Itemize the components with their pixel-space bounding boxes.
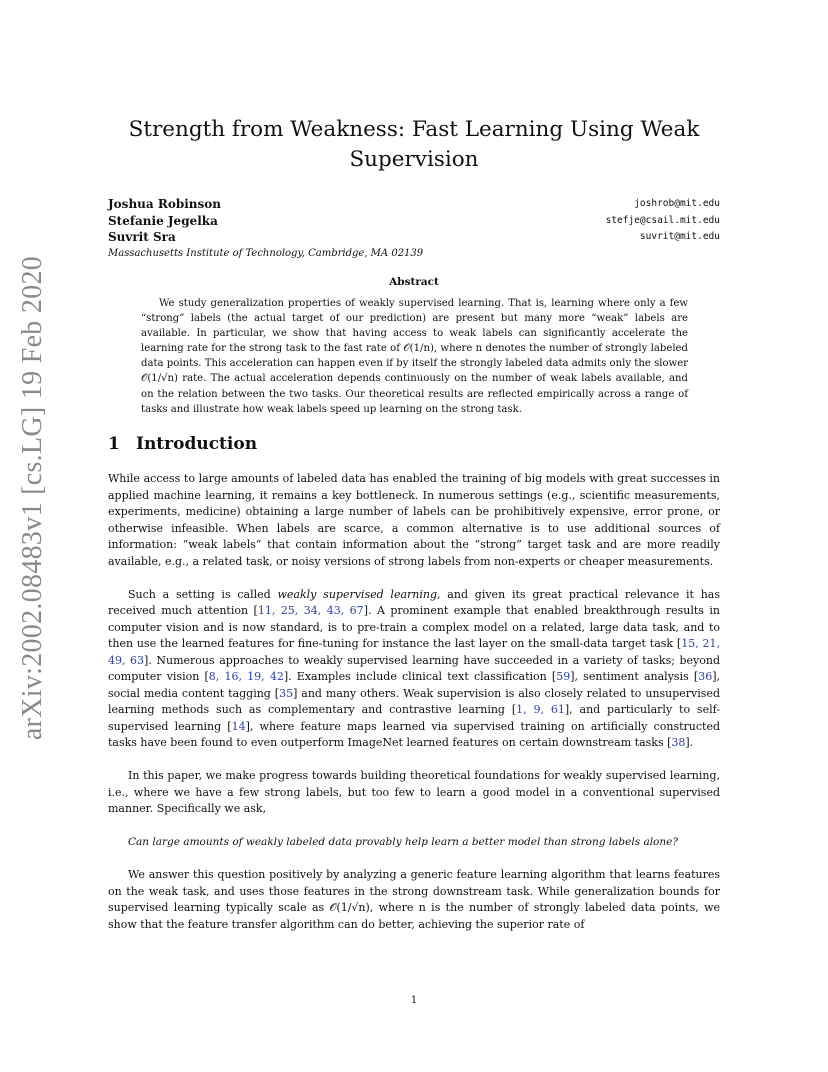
author-email: suvrit@mit.edu <box>639 231 720 242</box>
citation-link[interactable]: 36 <box>698 670 713 683</box>
paragraph: We answer this question positively by analyzing a generic feature learning algorithm that learns features on the weak task, and uses those features in the strong downstream task. While generalization bounds for supervised learning typically scale as 𝒪(1/√n), where n is the number of strongly labeled data points, we show that the feature transfer algorithm can do better, achieving the superior rate of <box>108 868 720 931</box>
paragraph-text: ]. Numerous approaches to weakly supervised learning have succeeded in a variety of tasks; beyond computer vision [ <box>108 653 720 683</box>
citation-link[interactable]: 38 <box>671 736 686 749</box>
abstract-text: We study generalization properties of weakly supervised learning. That is, learning where only a few “strong” labels (the actual target of our prediction) are present but many more “weak” labels are available. In particular, we show that having access to weak labels can significantly accelerate the learning rate for the strong task to the fast rate of 𝒪(1/n), where n denotes the number of strongly labeled data points. This acceleration can happen even if by itself the strongly labeled data admits only the slower 𝒪(1/√n) rate. The actual acceleration depends continuously on the number of weak labels available, and on the relation between the two tasks. Our theoretical results are reflected empirically across a range of tasks and illustrate how weak labels speed up learning on the strong task. <box>141 298 688 415</box>
section-title: Introduction <box>136 434 258 454</box>
author-row <box>108 196 720 213</box>
paragraph-text: ]. A prominent example that enabled breakthrough results in computer vision and is now standard, is to pre-train a complex model on a related, large data task, and to then use the learned features for fine-tuning for instance the last layer on the small-data target task [ <box>108 604 720 650</box>
paragraph <box>108 587 720 752</box>
paragraph-text: ], social media content tagging [ <box>108 670 720 700</box>
paragraph-text: ], and particularly to self-supervised learning [ <box>108 703 721 733</box>
section-heading <box>108 432 257 456</box>
citation-link[interactable]: 14 <box>231 719 246 733</box>
author-row <box>108 229 720 246</box>
affiliation: Massachusetts Institute of Technology, Cambridge, MA 02139 <box>108 247 424 259</box>
abstract-body <box>141 296 688 417</box>
abstract-heading: Abstract <box>389 276 439 288</box>
author-name: Stefanie Jegelka <box>108 213 218 228</box>
paragraph-text: Such a setting is called <box>128 587 278 601</box>
emphasis: weakly supervised learning <box>277 587 438 601</box>
citation-link[interactable]: 11, 25, 34, 43, 67 <box>257 604 364 617</box>
paragraph-text: ]. Examples include clinical text classification [ <box>283 670 557 683</box>
introduction-body <box>108 471 720 950</box>
section-number: 1 <box>108 434 120 454</box>
author-email: joshrob@mit.edu <box>634 198 720 209</box>
page-number: 1 <box>410 995 418 1006</box>
author-block <box>108 196 720 262</box>
paragraph-text: ] and many others. Weak supervision is also closely related to unsupervised learning methods such as complementary and contrastive learning [ <box>108 686 720 716</box>
paragraph-text: ], where feature maps learned via supervised training on artificially constructed tasks have been found to even outperform ImageNet learned features on certain downstream tasks [ <box>108 719 720 749</box>
author-email: stefje@csail.mit.edu <box>605 214 720 226</box>
paragraph: While access to large amounts of labeled data has enabled the training of big models with great successes in applied machine learning, it remains a key bottleneck. In numerous settings (e.g., scientific measurements, experiments, medicine) obtaining a large number of labels can be prohibitively expensive, error prone, or otherwise infeasible. When labels are scarce, a common alternative is to use additional sources of information: “weak labels” that contain information about the “strong” target task and are more readily available, e.g., a related task, or noisy versions of strong labels from non-experts or cheaper measurements. <box>108 472 720 568</box>
paragraph-text: ], sentiment analysis [ <box>570 670 699 683</box>
author-row <box>108 213 720 230</box>
arxiv-identifier: arXiv:2002.08483v1 [cs.LG] 19 Feb 2020 <box>17 255 48 741</box>
paragraph-text: , and given its great practical relevance it has received much attention [ <box>108 587 721 617</box>
paragraph: In this paper, we make progress towards building theoretical foundations for weakly supervised learning, i.e., where we have a few strong labels, but too few to learn a good model in a conventional supervised manner. Specifically we ask, <box>108 769 720 815</box>
research-question: Can large amounts of weakly labeled data provably help learn a better model than strong labels alone? <box>128 836 678 848</box>
paper-title: Strength from Weakness: Fast Learning Using Weak Supervision <box>128 117 700 172</box>
citation-link[interactable]: 59 <box>556 670 571 683</box>
arxiv-side-stamp <box>3 255 63 741</box>
author-name: Suvrit Sra <box>108 230 176 244</box>
citation-link[interactable]: 8, 16, 19, 42 <box>208 670 284 683</box>
citation-link[interactable]: 35 <box>279 686 294 700</box>
author-name: Joshua Robinson <box>108 197 221 211</box>
paragraph-text: ]. <box>685 736 694 749</box>
citation-link[interactable]: 1, 9, 61 <box>516 703 565 716</box>
citation-link[interactable]: 15, 21, 49, 63 <box>108 637 721 667</box>
